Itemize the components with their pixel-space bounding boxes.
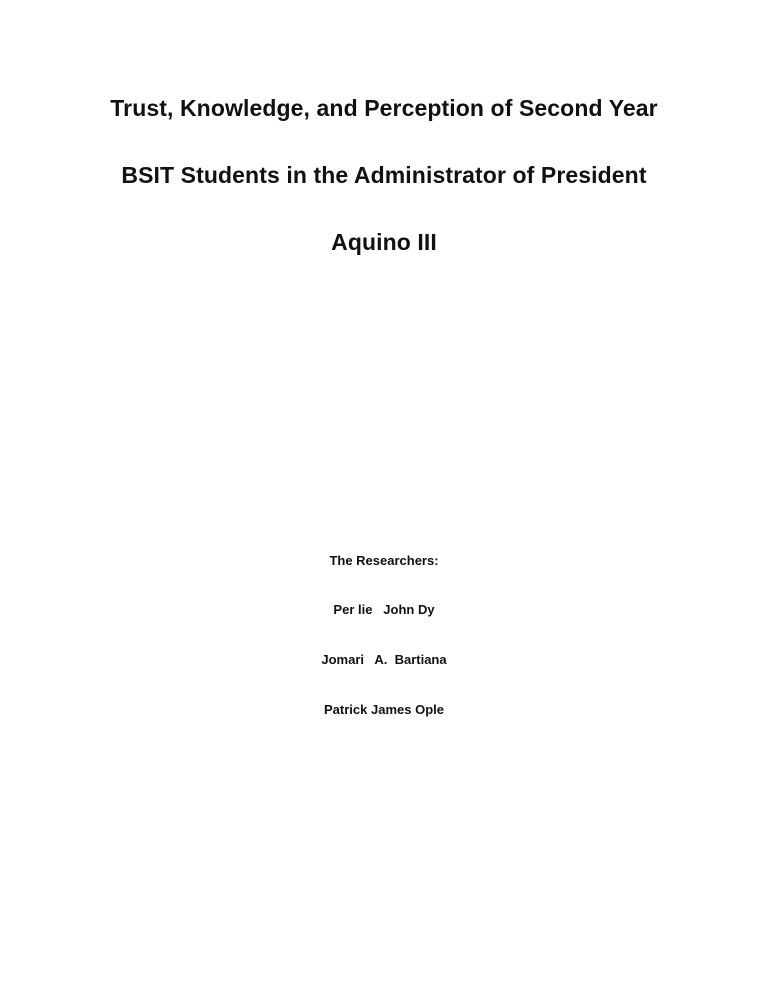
title-line-1: Trust, Knowledge, and Perception of Second Year xyxy=(110,95,658,121)
researcher-name-2: Jomari A. Bartiana xyxy=(321,652,447,667)
researchers-heading: The Researchers: xyxy=(329,553,439,568)
researcher-name-3: Patrick James Ople xyxy=(324,702,444,717)
title-line-3: Aquino III xyxy=(331,229,437,255)
title-line-2: BSIT Students in the Administrator of President xyxy=(121,162,647,188)
researcher-name-1: Per lie John Dy xyxy=(333,602,435,617)
